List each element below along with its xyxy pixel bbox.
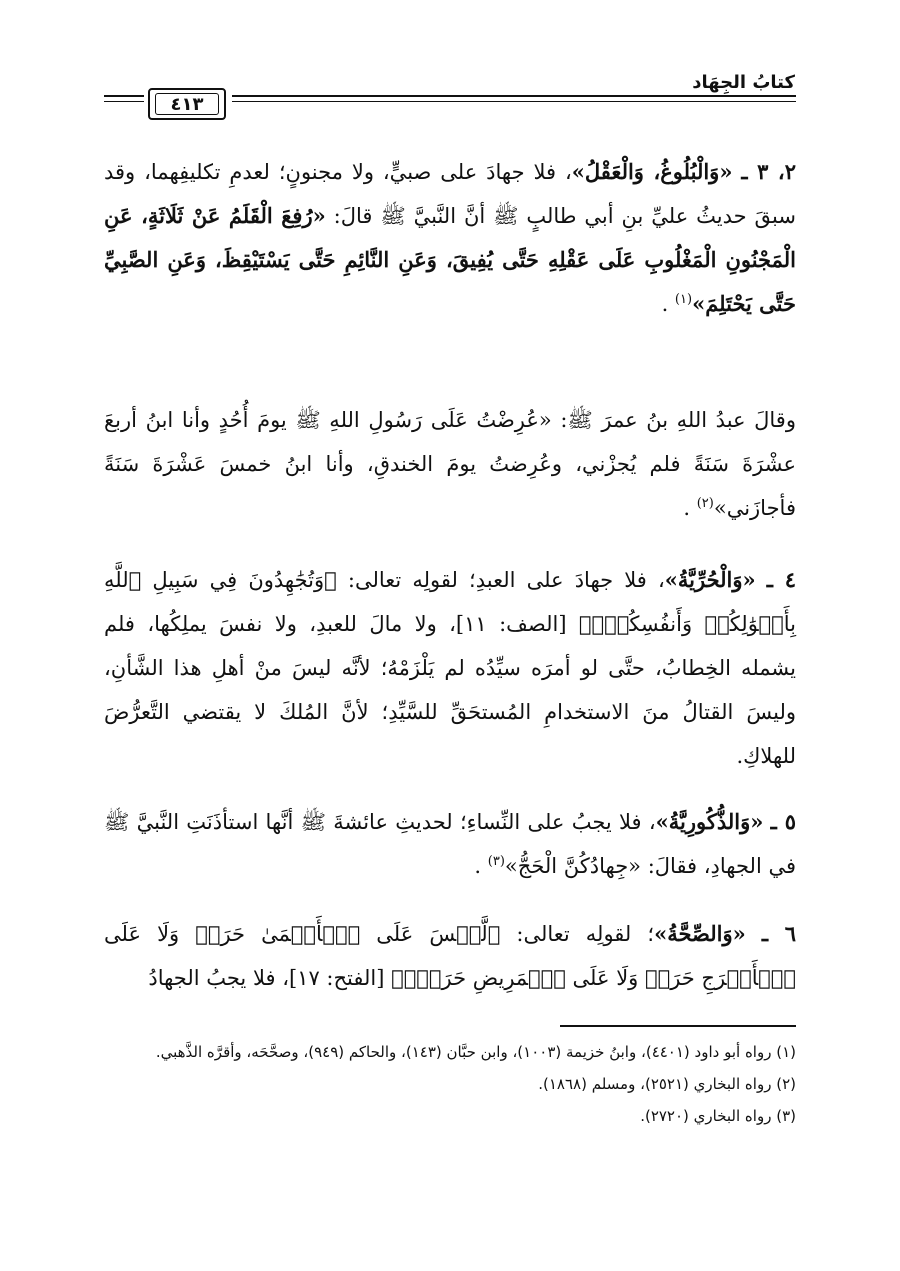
footnotes: [104, 1038, 796, 1134]
page-number-frame: [148, 88, 226, 120]
footnote-separator: [560, 1025, 796, 1027]
item-number: ٤ ـ: [766, 567, 796, 592]
paragraph-tail: .: [683, 496, 697, 520]
item-number: ٢، ٣ ـ: [741, 159, 796, 184]
paragraph-text: ؛ لقولِه تعالى: ﴿لَّيۡسَ عَلَى ٱلۡأَعۡمَىٰ حَرَجٞ وَلَا عَلَى ٱلۡأَعۡرَجِ حَرَجٞ وَلَا عَلَى ٱلۡمَرِيضِ حَرَجٞۗ﴾ [الفتح: ١٧]، فلا يجبُ الجهادُ: [104, 922, 796, 990]
term: «وَالذُّكُورِيَّةُ»: [655, 809, 764, 834]
footnote-2: (٢) رواه البخاري (٢٥٢١)، ومسلم (١٨٦٨).: [538, 1075, 796, 1093]
hadith-quote: «رُفِعَ الْقَلَمُ عَنْ ثَلَاثَةٍ، عَنِ الْمَجْنُونِ الْمَغْلُوبِ عَلَى عَقْلِهِ حَتَّى يُفِيقَ، وَعَنِ النَّائِمِ حَتَّى يَسْتَيْقِظَ، وَعَنِ الصَّبِيِّ حَتَّى يَحْتَلِمَ»: [104, 203, 796, 316]
paragraph-5: [104, 912, 796, 1000]
header-rule-left-top: [104, 95, 144, 97]
paragraph-4: [104, 800, 796, 888]
footnote-ref: (٢): [696, 496, 714, 511]
term: «وَالْبُلُوغُ، وَالْعَقْلُ»: [571, 159, 733, 184]
footnote-3: (٣) رواه البخاري (٢٧٢٠).: [640, 1107, 796, 1125]
paragraph-text: ، فلا يجبُ على النِّساءِ؛ لحديثِ عائشةَ ﷺ أنَّها استأذَنَتِ النَّبيَّ ﷺ في الجهادِ، فقالَ: «جِهادُكُنَّ الْحَجُّ»: [104, 810, 796, 878]
header-rule-right-bottom: [232, 101, 796, 102]
paragraph-text: ، فلا جهادَ على صبيٍّ، ولا مجنونٍ؛ لعدمِ تكليفِهما، وقد سبقَ حديثُ عليِّ بنِ أبي طالبٍ ﷺ أنَّ النَّبيَّ ﷺ قالَ:: [104, 160, 796, 228]
paragraph-text: ، فلا جهادَ على العبدِ؛ لقولِه تعالى: ﴿وَتُجَٰهِدُونَ فِي سَبِيلِ ٱللَّهِ بِأَمۡوَٰلِكُمۡ وَأَنفُسِكُمۡۚ﴾ [الصف: ١١]، ولا مالَ للعبدِ، ولا نفسَ يملِكُها، فلم يشمله الخِطابُ، حتَّى لو أمرَه سيِّدُه لم يَلْزَمْهُ؛ لأنَّه ليسَ منْ أهلِ هذا الشَّأنِ، وليسَ القتالُ منَ الاستخدامِ المُستحَقِّ للسَّيِّدِ؛ لأنَّ المُلكَ لا يقتضي التَّعرُّضَ للهلاكِ.: [104, 568, 796, 768]
paragraph-1: [104, 150, 796, 326]
footnote-ref: (٣): [487, 854, 505, 869]
footnote-ref: (١): [674, 292, 693, 307]
paragraph-tail: .: [661, 292, 675, 316]
footnote-1: (١) رواه أبو داود (٤٤٠١)، وابنُ خزيمة (١٠٠٣)، وابن حبَّان (١٤٣)، والحاكم (٩٤٩)، وصحَّحَه، وأقرَّه الذَّهبي.: [155, 1043, 796, 1061]
header-rule-left-bottom: [104, 101, 144, 102]
page-number: ٤١٣: [155, 93, 219, 115]
item-number: ٦ ـ: [761, 921, 796, 946]
paragraph-2: [104, 398, 796, 530]
header-rule-right-top: [232, 95, 796, 97]
paragraph-3: [104, 558, 796, 778]
book-title: كتابُ الجِهَاد: [692, 72, 795, 93]
paragraph-text: وقالَ عبدُ اللهِ بنُ عمرَ ﷺ: «عُرِضْتُ عَلَى رَسُولِ اللهِ ﷺ يومَ أُحُدٍ وأنا ابنُ أربعَ عشْرَةَ سَنَةً فلم يُجزْني، وعُرِضتُ يومَ الخندقِ، وأنا ابنُ خمسَ عَشْرَةَ سَنَةً فأجازَني»: [104, 408, 796, 520]
item-number: ٥ ـ: [770, 809, 796, 834]
term: «وَالْحُرِّيَّةُ»: [664, 567, 756, 592]
paragraph-tail: .: [474, 854, 488, 878]
term: «وَالصِّحَّةُ»: [654, 921, 746, 946]
